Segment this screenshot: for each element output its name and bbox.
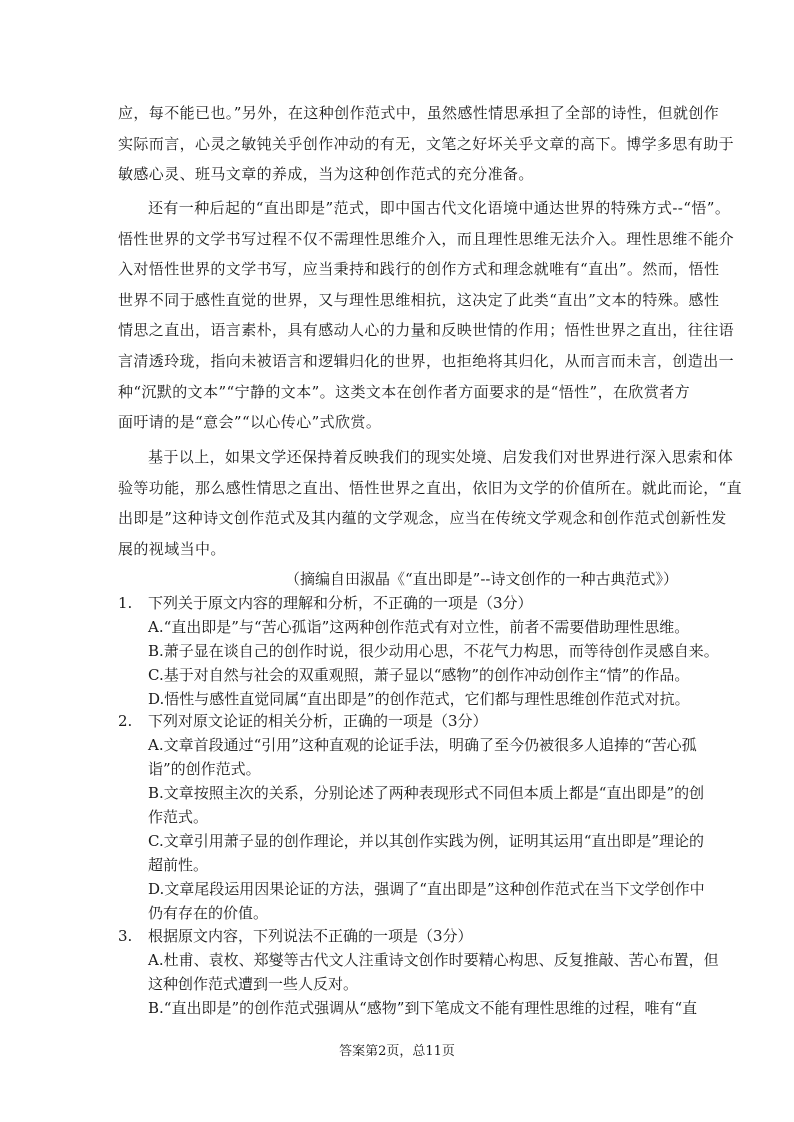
question-stem: 下列对原文论证的相关分析，正确的一项是（3分） <box>148 712 488 730</box>
question-number: 1. <box>118 594 133 612</box>
option-line: D.文章尾段运用因果论证的方法，强调了“直出即是”这种创作范式在当下文学创作中 <box>148 880 705 898</box>
question-number: 3. <box>118 927 133 945</box>
text-line: 验等功能，那么感性情思之直出、悟性世界之直出，依旧为文学的价值所在。就此而论，“直 <box>118 478 743 497</box>
question-stem-row <box>118 924 678 948</box>
text-line: 世界不同于感性直觉的世界，又与理性思维相抗，这决定了此类“直出”文本的特殊。感性 <box>118 290 720 309</box>
text-line: 悟性世界的文学书写过程不仅不需理性思维介入，而且理性思维无法介入。理性思维不能介 <box>118 229 735 248</box>
passage-paragraph-3 <box>118 442 743 564</box>
text-line: 情思之直出，语言素朴，具有感动人心的力量和反映世情的作用；悟性世界之直出，往往语 <box>118 321 735 340</box>
question-number: 2. <box>118 712 133 730</box>
option-line: B.萧子显在谈自己的创作时说，很少动用心思，不花气力构思，而等待创作灵感自来。 <box>148 642 719 660</box>
text-line: 敏感心灵、班马文章的养成，当为这种创作范式的充分准备。 <box>118 165 534 184</box>
text-line: 展的视域当中。 <box>118 539 226 558</box>
option-d <box>118 687 690 711</box>
text-line: 面吁请的是“意会”“以心传心”式欣赏。 <box>118 413 382 432</box>
option-line: A.“直出即是”与“苦心孤诣”这两种创作范式有对立性，前者不需要借助理性思维。 <box>148 618 690 636</box>
text-line: 种“沉默的文本”“宁静的文本”。这类文本在创作者方面要求的是“悟性”，在欣赏者方 <box>118 382 691 401</box>
option-line: C.基于对自然与社会的双重观照，萧子显以“感物”的创作冲动创作主“情”的作品。 <box>148 666 690 684</box>
text-line: 实际而言，心灵之敏钝关乎创作冲动的有无，文笔之好坏关乎文章的高下。博学多思有助于 <box>118 134 735 153</box>
option-line: D.悟性与感性直觉同属“直出即是”的创作范式，它们都与理性思维创作范式对抗。 <box>148 690 690 708</box>
option-b <box>118 639 719 663</box>
page-footer: 答案第2页，总11页 <box>339 1044 455 1059</box>
question-stem-row <box>118 709 678 733</box>
option-line: C.文章引用萧子显的创作理论，并以其创作实践为例，证明其运用“直出即是”理论的 <box>148 832 705 850</box>
option-d <box>118 877 705 925</box>
option-c <box>118 829 705 877</box>
option-line: B.“直出即是”的创作范式强调从“感物”到下笔成文不能有理性思维的过程，唯有“直 <box>148 999 698 1017</box>
option-line: 仍有存在的价值。 <box>148 904 269 922</box>
option-line: A.杜甫、袁枚、郑燮等古代文人注重诗文创作时要精心构思、反复推敲、苦心布置，但 <box>148 951 719 969</box>
passage-paragraph-1 <box>118 98 735 190</box>
passage-paragraph-2 <box>118 193 735 438</box>
question-2 <box>118 709 705 925</box>
option-a <box>118 615 690 639</box>
source-citation: （摘编自田淑晶《“直出即是”--诗文创作的一种古典范式》） <box>285 570 678 588</box>
option-line: 超前性。 <box>148 856 209 874</box>
question-stem: 根据原文内容，下列说法不正确的一项是（3分） <box>148 927 473 945</box>
option-a <box>118 733 697 781</box>
text-line: 应，每不能已也。”另外，在这种创作范式中，虽然感性情思承担了全部的诗性，但就创作 <box>118 104 720 122</box>
option-line: 诣”的创作范式。 <box>148 760 261 778</box>
option-c <box>118 663 690 687</box>
text-line: 还有一种后起的“直出即是”范式，即中国古代文化语境中通达世界的特殊方式--“悟”。 <box>148 199 731 217</box>
option-line: A.文章首段通过“引用”这种直观的论证手法，明确了至今仍被很多人追捧的“苦心孤 <box>148 736 697 754</box>
text-line: 入对悟性世界的文学书写，应当秉持和践行的创作方式和理念就唯有“直出”。然而，悟性 <box>118 260 720 279</box>
question-1 <box>118 591 719 711</box>
question-stem-row <box>118 591 678 615</box>
option-b <box>118 781 705 829</box>
question-3 <box>118 924 719 1020</box>
text-line: 基于以上，如果文学还保持着反映我们的现实处境、启发我们对世界进行深入思索和体 <box>148 448 734 466</box>
option-line: B.文章按照主次的关系，分别论述了两种表现形式不同但本质上都是“直出即是”的创 <box>148 784 705 802</box>
option-a <box>118 948 719 996</box>
option-b <box>118 996 698 1020</box>
text-line: 言清透玲珑，指向未被语言和逻辑归化的世界，也拒绝将其归化，从而言而未言，创造出一 <box>118 351 735 370</box>
question-stem: 下列关于原文内容的理解和分析，不正确的一项是（3分） <box>148 594 533 612</box>
text-line: 出即是”这种诗文创作范式及其内蕴的文学观念，应当在传统文学观念和创作范式创新性发 <box>118 509 727 528</box>
option-line: 作范式。 <box>148 808 209 826</box>
option-line: 这种创作范式遭到一些人反对。 <box>148 975 359 993</box>
